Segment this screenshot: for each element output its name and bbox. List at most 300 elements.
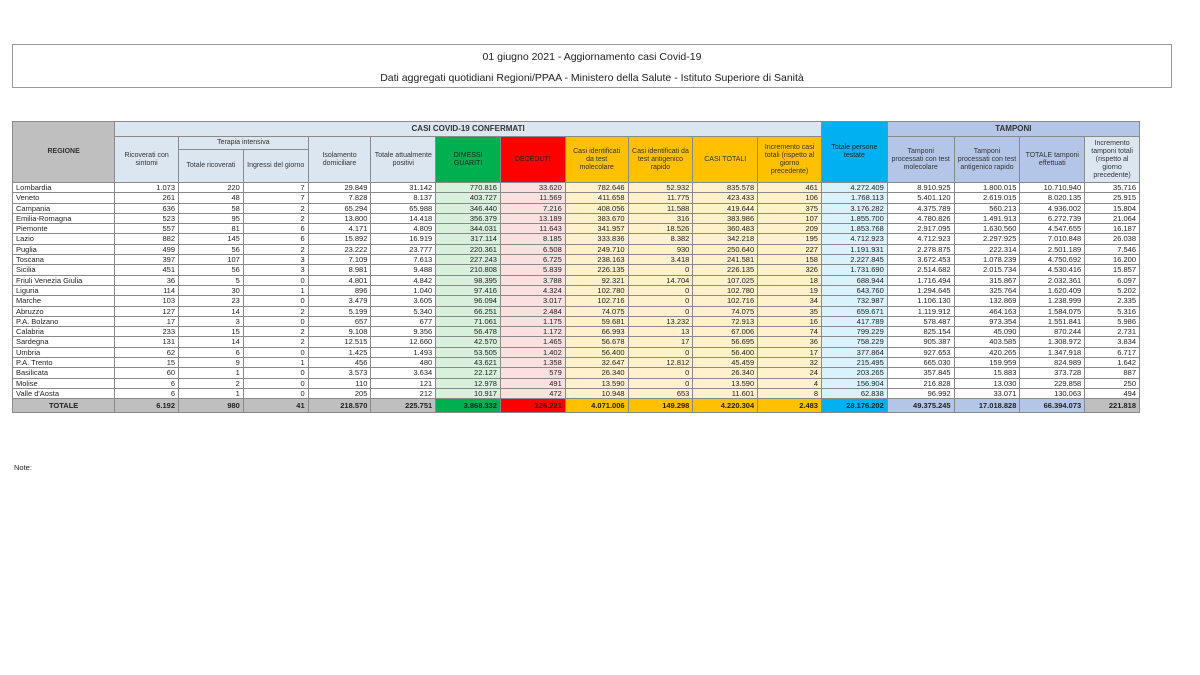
region-name-cell: Emilia-Romagna xyxy=(13,213,115,223)
data-cell: 17 xyxy=(628,337,693,347)
total-cell: 221.818 xyxy=(1085,399,1140,413)
data-cell: 356.379 xyxy=(436,213,501,223)
data-cell: 1 xyxy=(179,388,244,398)
region-name-cell: Liguria xyxy=(13,285,115,295)
data-cell: 6.717 xyxy=(1085,347,1140,357)
data-cell: 1.642 xyxy=(1085,358,1140,368)
data-cell: 158 xyxy=(758,255,822,265)
data-cell: 209 xyxy=(758,224,822,234)
total-cell: 17.018.828 xyxy=(954,399,1020,413)
data-cell: 62.838 xyxy=(821,388,887,398)
data-cell: 360.483 xyxy=(693,224,758,234)
data-cell: 9.356 xyxy=(371,327,436,337)
table-row xyxy=(13,275,1140,285)
table-row xyxy=(13,234,1140,244)
data-cell: 677 xyxy=(371,316,436,326)
data-cell: 2.032.361 xyxy=(1020,275,1085,285)
data-cell: 16.919 xyxy=(371,234,436,244)
data-cell: 325.764 xyxy=(954,285,1020,295)
data-cell: 2.297.925 xyxy=(954,234,1020,244)
data-cell: 2 xyxy=(243,327,308,337)
data-cell: 1.073 xyxy=(115,183,179,193)
data-cell: 17 xyxy=(758,347,822,357)
data-cell: 32.647 xyxy=(565,358,628,368)
data-cell: 2.015.734 xyxy=(954,265,1020,275)
table-row xyxy=(13,368,1140,378)
data-cell: 97.416 xyxy=(436,285,501,295)
region-name-cell: Umbria xyxy=(13,347,115,357)
data-cell: 34 xyxy=(758,296,822,306)
casi-antigenico-header: Casi identificati da test antigenico rapido xyxy=(628,137,693,183)
data-cell: 36 xyxy=(115,275,179,285)
covid-data-table xyxy=(12,121,1140,413)
data-cell: 973.354 xyxy=(954,316,1020,326)
data-cell: 3 xyxy=(179,316,244,326)
data-cell: 30 xyxy=(179,285,244,295)
data-cell: 11.569 xyxy=(500,193,565,203)
deceduti-header: DECEDUTI xyxy=(500,137,565,183)
data-cell: 1 xyxy=(243,285,308,295)
data-cell: 4.750.692 xyxy=(1020,255,1085,265)
data-cell: 229.858 xyxy=(1020,378,1085,388)
data-cell: 4.272.409 xyxy=(821,183,887,193)
data-cell: 377.864 xyxy=(821,347,887,357)
data-cell: 14 xyxy=(179,337,244,347)
data-cell: 1.491.913 xyxy=(954,213,1020,223)
tamponi-molecolare-header: Tamponi processati con test molecolare xyxy=(887,137,954,183)
data-cell: 653 xyxy=(628,388,693,398)
data-cell: 16.200 xyxy=(1085,255,1140,265)
data-cell: 8 xyxy=(758,388,822,398)
data-cell: 1.358 xyxy=(500,358,565,368)
data-cell: 106 xyxy=(758,193,822,203)
data-cell: 419.644 xyxy=(693,203,758,213)
data-cell: 2 xyxy=(179,378,244,388)
data-cell: 114 xyxy=(115,285,179,295)
data-cell: 417.789 xyxy=(821,316,887,326)
data-cell: 1.294.645 xyxy=(887,285,954,295)
data-cell: 3.017 xyxy=(500,296,565,306)
note-label: Note: xyxy=(14,463,32,472)
total-cell: 218.570 xyxy=(308,399,371,413)
data-cell: 3.634 xyxy=(371,368,436,378)
data-cell: 2.335 xyxy=(1085,296,1140,306)
data-cell: 261 xyxy=(115,193,179,203)
data-cell: 7.109 xyxy=(308,255,371,265)
data-cell: 8.981 xyxy=(308,265,371,275)
data-cell: 896 xyxy=(308,285,371,295)
data-cell: 216.828 xyxy=(887,378,954,388)
region-name-cell: Piemonte xyxy=(13,224,115,234)
data-cell: 14.704 xyxy=(628,275,693,285)
data-cell: 4.547.655 xyxy=(1020,224,1085,234)
data-cell: 341.957 xyxy=(565,224,628,234)
region-name-cell: P.A. Bolzano xyxy=(13,316,115,326)
data-cell: 461 xyxy=(758,183,822,193)
data-cell: 33.620 xyxy=(500,183,565,193)
data-cell: 250.640 xyxy=(693,244,758,254)
data-cell: 195 xyxy=(758,234,822,244)
data-cell: 3.605 xyxy=(371,296,436,306)
data-cell: 21.064 xyxy=(1085,213,1140,223)
data-cell: 930 xyxy=(628,244,693,254)
data-cell: 45.459 xyxy=(693,358,758,368)
data-cell: 8.137 xyxy=(371,193,436,203)
data-cell: 48 xyxy=(179,193,244,203)
total-cell: 66.394.073 xyxy=(1020,399,1085,413)
data-cell: 102.716 xyxy=(693,296,758,306)
region-name-cell: Veneto xyxy=(13,193,115,203)
data-cell: 1.620.409 xyxy=(1020,285,1085,295)
data-cell: 408.056 xyxy=(565,203,628,213)
region-name-cell: Lazio xyxy=(13,234,115,244)
data-cell: 12.660 xyxy=(371,337,436,347)
data-cell: 2.501.189 xyxy=(1020,244,1085,254)
total-row xyxy=(13,399,1140,413)
table-row xyxy=(13,255,1140,265)
data-cell: 1.731.690 xyxy=(821,265,887,275)
data-cell: 220.361 xyxy=(436,244,501,254)
tamponi-group-header: TAMPONI xyxy=(887,122,1139,137)
table-row xyxy=(13,224,1140,234)
table-row xyxy=(13,316,1140,326)
data-cell: 2.484 xyxy=(500,306,565,316)
data-cell: 657 xyxy=(308,316,371,326)
data-cell: 557 xyxy=(115,224,179,234)
total-cell: 3.868.332 xyxy=(436,399,501,413)
data-cell: 326 xyxy=(758,265,822,275)
data-cell: 2.619.015 xyxy=(954,193,1020,203)
data-cell: 1 xyxy=(243,358,308,368)
data-cell: 1.040 xyxy=(371,285,436,295)
data-cell: 782.646 xyxy=(565,183,628,193)
data-cell: 10.917 xyxy=(436,388,501,398)
region-name-cell: Lombardia xyxy=(13,183,115,193)
data-cell: 870.244 xyxy=(1020,327,1085,337)
data-cell: 210.808 xyxy=(436,265,501,275)
table-row xyxy=(13,285,1140,295)
data-cell: 227.243 xyxy=(436,255,501,265)
data-cell: 52.932 xyxy=(628,183,693,193)
data-cell: 4.712.923 xyxy=(887,234,954,244)
data-cell: 1.853.768 xyxy=(821,224,887,234)
region-name-cell: Calabria xyxy=(13,327,115,337)
terapia-intensiva-header: Terapia intensiva xyxy=(179,137,309,150)
data-cell: 4.780.826 xyxy=(887,213,954,223)
data-cell: 131 xyxy=(115,337,179,347)
data-cell: 578.487 xyxy=(887,316,954,326)
data-cell: 7.216 xyxy=(500,203,565,213)
region-name-cell: Puglia xyxy=(13,244,115,254)
data-cell: 383.670 xyxy=(565,213,628,223)
data-cell: 1.106.130 xyxy=(887,296,954,306)
total-cell: 149.298 xyxy=(628,399,693,413)
data-cell: 1.425 xyxy=(308,347,371,357)
data-cell: 8.910.925 xyxy=(887,183,954,193)
data-cell: 81 xyxy=(179,224,244,234)
total-cell: 2.483 xyxy=(758,399,822,413)
data-cell: 480 xyxy=(371,358,436,368)
data-cell: 825.154 xyxy=(887,327,954,337)
data-cell: 456 xyxy=(308,358,371,368)
data-cell: 464.163 xyxy=(954,306,1020,316)
total-cell: 4.220.304 xyxy=(693,399,758,413)
data-cell: 2.514.682 xyxy=(887,265,954,275)
data-cell: 835.578 xyxy=(693,183,758,193)
data-cell: 0 xyxy=(628,378,693,388)
data-cell: 375 xyxy=(758,203,822,213)
data-cell: 23 xyxy=(179,296,244,306)
data-cell: 15.857 xyxy=(1085,265,1140,275)
data-cell: 403.727 xyxy=(436,193,501,203)
data-cell: 1.191.931 xyxy=(821,244,887,254)
data-cell: 11.775 xyxy=(628,193,693,203)
data-cell: 6 xyxy=(243,224,308,234)
data-cell: 824.989 xyxy=(1020,358,1085,368)
data-cell: 2.917.095 xyxy=(887,224,954,234)
data-cell: 233 xyxy=(115,327,179,337)
data-cell: 3 xyxy=(243,265,308,275)
data-cell: 26.340 xyxy=(565,368,628,378)
data-cell: 5.401.120 xyxy=(887,193,954,203)
data-cell: 403.585 xyxy=(954,337,1020,347)
data-cell: 220 xyxy=(179,183,244,193)
data-cell: 132.869 xyxy=(954,296,1020,306)
data-cell: 688.944 xyxy=(821,275,887,285)
region-name-cell: Sicilia xyxy=(13,265,115,275)
data-cell: 373.728 xyxy=(1020,368,1085,378)
data-cell: 159.959 xyxy=(954,358,1020,368)
data-cell: 66.993 xyxy=(565,327,628,337)
data-cell: 1.402 xyxy=(500,347,565,357)
data-cell: 14 xyxy=(179,306,244,316)
data-cell: 4.171 xyxy=(308,224,371,234)
data-cell: 4.530.416 xyxy=(1020,265,1085,275)
data-cell: 5.316 xyxy=(1085,306,1140,316)
data-cell: 0 xyxy=(243,275,308,285)
table-body xyxy=(13,183,1140,413)
data-cell: 905.387 xyxy=(887,337,954,347)
data-cell: 732.987 xyxy=(821,296,887,306)
data-cell: 4.842 xyxy=(371,275,436,285)
data-cell: 110 xyxy=(308,378,371,388)
data-cell: 411.658 xyxy=(565,193,628,203)
data-cell: 3.834 xyxy=(1085,337,1140,347)
data-cell: 420.265 xyxy=(954,347,1020,357)
guariti-header: DIMESSI GUARITI xyxy=(436,137,501,183)
data-cell: 62 xyxy=(115,347,179,357)
incremento-casi-header: Incremento casi totali (rispetto al giorno precedente) xyxy=(758,137,822,183)
data-cell: 72.913 xyxy=(693,316,758,326)
data-cell: 15.804 xyxy=(1085,203,1140,213)
data-cell: 7.613 xyxy=(371,255,436,265)
data-cell: 499 xyxy=(115,244,179,254)
data-cell: 95 xyxy=(179,213,244,223)
data-cell: 56.695 xyxy=(693,337,758,347)
data-cell: 8.185 xyxy=(500,234,565,244)
data-cell: 33.071 xyxy=(954,388,1020,398)
table-row xyxy=(13,388,1140,398)
data-cell: 107 xyxy=(179,255,244,265)
data-cell: 1.855.700 xyxy=(821,213,887,223)
data-cell: 43.621 xyxy=(436,358,501,368)
data-cell: 0 xyxy=(243,316,308,326)
data-cell: 9 xyxy=(179,358,244,368)
data-cell: 770.816 xyxy=(436,183,501,193)
region-name-cell: Basilicata xyxy=(13,368,115,378)
data-cell: 1.078.239 xyxy=(954,255,1020,265)
data-cell: 227 xyxy=(758,244,822,254)
data-cell: 102.780 xyxy=(565,285,628,295)
data-cell: 3.176.282 xyxy=(821,203,887,213)
data-cell: 523 xyxy=(115,213,179,223)
data-cell: 32 xyxy=(758,358,822,368)
data-cell: 344.031 xyxy=(436,224,501,234)
data-cell: 13.590 xyxy=(693,378,758,388)
region-name-cell: Campania xyxy=(13,203,115,213)
data-cell: 107.025 xyxy=(693,275,758,285)
data-cell: 212 xyxy=(371,388,436,398)
incremento-tamponi-header: Incremento tamponi totali (rispetto al giorno precedente) xyxy=(1085,137,1140,183)
data-cell: 3.788 xyxy=(500,275,565,285)
data-cell: 491 xyxy=(500,378,565,388)
data-cell: 23.777 xyxy=(371,244,436,254)
data-cell: 2 xyxy=(243,244,308,254)
ricoverati-header: Ricoverati con sintomi xyxy=(115,137,179,183)
data-cell: 66.251 xyxy=(436,306,501,316)
data-cell: 249.710 xyxy=(565,244,628,254)
data-cell: 15 xyxy=(115,358,179,368)
data-cell: 6 xyxy=(115,388,179,398)
total-cell: 6.192 xyxy=(115,399,179,413)
data-cell: 96.094 xyxy=(436,296,501,306)
data-cell: 1.347.918 xyxy=(1020,347,1085,357)
data-cell: 1.800.015 xyxy=(954,183,1020,193)
data-cell: 0 xyxy=(628,368,693,378)
data-cell: 2 xyxy=(243,203,308,213)
data-cell: 317.114 xyxy=(436,234,501,244)
table-row xyxy=(13,358,1140,368)
data-cell: 13.590 xyxy=(565,378,628,388)
data-cell: 121 xyxy=(371,378,436,388)
data-cell: 107 xyxy=(758,213,822,223)
data-cell: 26.038 xyxy=(1085,234,1140,244)
data-cell: 0 xyxy=(243,388,308,398)
data-cell: 1.493 xyxy=(371,347,436,357)
data-cell: 4.809 xyxy=(371,224,436,234)
data-cell: 56 xyxy=(179,244,244,254)
data-cell: 12.978 xyxy=(436,378,501,388)
data-cell: 12.515 xyxy=(308,337,371,347)
data-cell: 560.213 xyxy=(954,203,1020,213)
data-cell: 7.546 xyxy=(1085,244,1140,254)
covid-data-table-wrapper xyxy=(12,121,1140,413)
data-cell: 25.915 xyxy=(1085,193,1140,203)
total-label-cell: TOTALE xyxy=(13,399,115,413)
data-cell: 74.075 xyxy=(693,306,758,316)
data-cell: 226.135 xyxy=(693,265,758,275)
data-cell: 42.570 xyxy=(436,337,501,347)
data-cell: 56 xyxy=(179,265,244,275)
data-cell: 5.839 xyxy=(500,265,565,275)
data-cell: 7.010.848 xyxy=(1020,234,1085,244)
data-cell: 3.672.453 xyxy=(887,255,954,265)
data-cell: 9.108 xyxy=(308,327,371,337)
data-cell: 53.505 xyxy=(436,347,501,357)
data-cell: 65.988 xyxy=(371,203,436,213)
data-cell: 19 xyxy=(758,285,822,295)
data-cell: 927.653 xyxy=(887,347,954,357)
data-cell: 2 xyxy=(243,306,308,316)
data-cell: 1 xyxy=(179,368,244,378)
data-cell: 35 xyxy=(758,306,822,316)
data-cell: 36 xyxy=(758,337,822,347)
data-cell: 0 xyxy=(243,296,308,306)
total-cell: 4.071.006 xyxy=(565,399,628,413)
data-cell: 1.716.494 xyxy=(887,275,954,285)
data-cell: 5 xyxy=(179,275,244,285)
data-cell: 222.314 xyxy=(954,244,1020,254)
region-name-cell: Sardegna xyxy=(13,337,115,347)
data-cell: 18 xyxy=(758,275,822,285)
data-cell: 472 xyxy=(500,388,565,398)
data-cell: 346.440 xyxy=(436,203,501,213)
data-cell: 4.375.789 xyxy=(887,203,954,213)
data-cell: 643.760 xyxy=(821,285,887,295)
data-cell: 24 xyxy=(758,368,822,378)
data-cell: 8.382 xyxy=(628,234,693,244)
ti-totale-header: Totale ricoverati xyxy=(179,150,244,183)
table-row xyxy=(13,337,1140,347)
data-cell: 6 xyxy=(115,378,179,388)
table-row xyxy=(13,203,1140,213)
region-name-cell: Friuli Venezia Giulia xyxy=(13,275,115,285)
data-cell: 6.097 xyxy=(1085,275,1140,285)
data-cell: 60 xyxy=(115,368,179,378)
table-row xyxy=(13,347,1140,357)
data-cell: 1.175 xyxy=(500,316,565,326)
data-cell: 887 xyxy=(1085,368,1140,378)
table-row xyxy=(13,265,1140,275)
data-cell: 5.340 xyxy=(371,306,436,316)
isolamento-header: Isolamento domiciliare xyxy=(308,137,371,183)
total-cell: 41 xyxy=(243,399,308,413)
data-cell: 7 xyxy=(243,183,308,193)
data-cell: 0 xyxy=(628,285,693,295)
data-cell: 156.904 xyxy=(821,378,887,388)
casi-molecolare-header: Casi identificati da test molecolare xyxy=(565,137,628,183)
table-row xyxy=(13,296,1140,306)
data-cell: 1.584.075 xyxy=(1020,306,1085,316)
data-cell: 35.716 xyxy=(1085,183,1140,193)
data-cell: 1.172 xyxy=(500,327,565,337)
data-cell: 56.478 xyxy=(436,327,501,337)
region-name-cell: Molise xyxy=(13,378,115,388)
total-cell: 49.375.245 xyxy=(887,399,954,413)
table-row xyxy=(13,378,1140,388)
data-cell: 45.090 xyxy=(954,327,1020,337)
data-cell: 226.135 xyxy=(565,265,628,275)
data-cell: 4.936.002 xyxy=(1020,203,1085,213)
data-cell: 636 xyxy=(115,203,179,213)
table-row xyxy=(13,183,1140,193)
data-cell: 494 xyxy=(1085,388,1140,398)
data-cell: 799.229 xyxy=(821,327,887,337)
data-cell: 13.232 xyxy=(628,316,693,326)
data-cell: 4.712.923 xyxy=(821,234,887,244)
total-cell: 126.221 xyxy=(500,399,565,413)
tamponi-antigenico-header: Tamponi processati con test antigenico rapido xyxy=(954,137,1020,183)
